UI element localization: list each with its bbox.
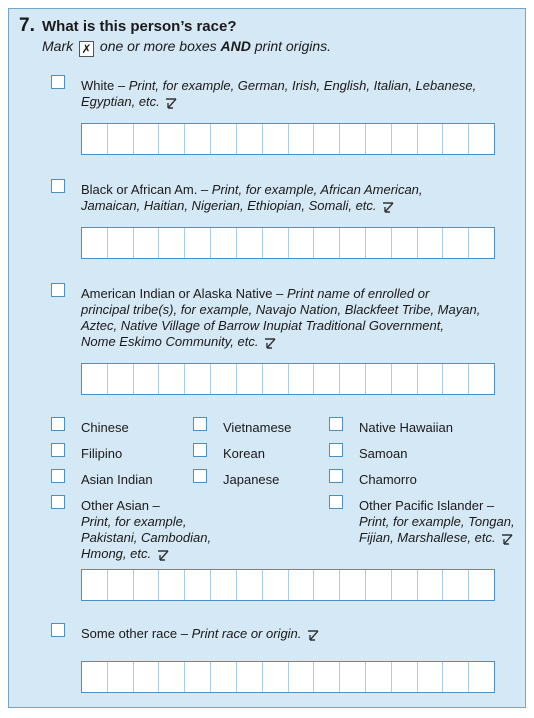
write-in-cell[interactable] xyxy=(134,124,160,154)
question-panel xyxy=(8,8,526,708)
label-aian-hint: Print name of enrolled or principal tribe(s), for example, Navajo Nation, Blackfeet Tribe, Mayan, Aztec, Native Village of Barrow Inupiat Traditional Government, Nome Eskimo Community, etc. xyxy=(81,286,481,349)
write-in-cell[interactable] xyxy=(289,570,315,600)
label-black xyxy=(81,182,481,214)
write-in-cell[interactable] xyxy=(289,662,315,692)
write-in-cell[interactable] xyxy=(469,364,494,394)
checkbox-samoan[interactable] xyxy=(329,443,343,457)
write-in-cell[interactable] xyxy=(211,124,237,154)
write-in-cell[interactable] xyxy=(392,570,418,600)
label-black-hint: Print, for example, African American, Jamaican, Haitian, Nigerian, Ethiopian, Somali, etc. xyxy=(81,182,423,213)
label-other-pacific-islander xyxy=(359,498,519,546)
write-in-cell[interactable] xyxy=(185,364,211,394)
write-in-cell[interactable] xyxy=(314,228,340,258)
write-in-american-indian[interactable] xyxy=(81,363,495,395)
question-instruction xyxy=(42,38,331,57)
label-black-name: Black or African Am. – xyxy=(81,182,209,197)
write-in-cell[interactable] xyxy=(237,124,263,154)
write-in-arrow-icon xyxy=(165,98,177,110)
write-in-cell[interactable] xyxy=(314,570,340,600)
write-in-cell[interactable] xyxy=(211,228,237,258)
write-in-cell[interactable] xyxy=(185,662,211,692)
write-in-cell[interactable] xyxy=(82,124,108,154)
write-in-cell[interactable] xyxy=(314,124,340,154)
write-in-cell[interactable] xyxy=(82,570,108,600)
write-in-cell[interactable] xyxy=(108,662,134,692)
label-some-other-name: Some other race – xyxy=(81,626,188,641)
write-in-arrow-icon xyxy=(382,202,394,214)
write-in-other-asian-pi[interactable] xyxy=(81,569,495,601)
write-in-cell[interactable] xyxy=(418,228,444,258)
write-in-cell[interactable] xyxy=(443,228,469,258)
label-some-other-race xyxy=(81,626,481,642)
checkbox-korean[interactable] xyxy=(193,443,207,457)
write-in-cell[interactable] xyxy=(443,570,469,600)
write-in-cell[interactable] xyxy=(392,364,418,394)
write-in-cell[interactable] xyxy=(108,570,134,600)
label-some-other-hint: Print race or origin. xyxy=(191,626,302,641)
label-japanese: Japanese xyxy=(223,472,280,487)
write-in-cell[interactable] xyxy=(469,228,494,258)
write-in-cell[interactable] xyxy=(366,364,392,394)
write-in-cell[interactable] xyxy=(340,570,366,600)
write-in-cell[interactable] xyxy=(82,662,108,692)
write-in-cell[interactable] xyxy=(237,228,263,258)
write-in-cell[interactable] xyxy=(237,570,263,600)
label-vietnamese: Vietnamese xyxy=(223,420,292,435)
question-number: 7. xyxy=(19,15,35,36)
write-in-cell[interactable] xyxy=(211,364,237,394)
checkbox-american-indian[interactable] xyxy=(51,283,65,297)
write-in-cell[interactable] xyxy=(366,124,392,154)
checkbox-japanese[interactable] xyxy=(193,469,207,483)
checkbox-other-pacific-islander[interactable] xyxy=(329,495,343,509)
write-in-cell[interactable] xyxy=(314,364,340,394)
label-native-hawaiian: Native Hawaiian xyxy=(359,420,453,435)
label-asian-indian: Asian Indian xyxy=(81,472,153,487)
write-in-cell[interactable] xyxy=(159,570,185,600)
write-in-cell[interactable] xyxy=(134,364,160,394)
write-in-cell[interactable] xyxy=(392,124,418,154)
label-other-asian xyxy=(81,498,231,562)
label-samoan: Samoan xyxy=(359,446,408,461)
write-in-cell[interactable] xyxy=(469,662,494,692)
label-other-pi-hint: Print, for example, Tongan, Fijian, Marshallese, etc. xyxy=(359,514,515,545)
write-in-cell[interactable] xyxy=(443,364,469,394)
example-mark-box: ✗ xyxy=(79,41,94,57)
checkbox-native-hawaiian[interactable] xyxy=(329,417,343,431)
write-in-cell[interactable] xyxy=(443,124,469,154)
write-in-cell[interactable] xyxy=(418,364,444,394)
write-in-cell[interactable] xyxy=(134,662,160,692)
write-in-cell[interactable] xyxy=(418,124,444,154)
write-in-cell[interactable] xyxy=(366,570,392,600)
label-korean: Korean xyxy=(223,446,265,461)
write-in-cell[interactable] xyxy=(289,364,315,394)
label-filipino: Filipino xyxy=(81,446,123,461)
write-in-cell[interactable] xyxy=(185,124,211,154)
checkbox-other-asian[interactable] xyxy=(51,495,65,509)
instruction-boxes-text: one or more boxes xyxy=(99,38,217,54)
write-in-cell[interactable] xyxy=(469,124,494,154)
write-in-cell[interactable] xyxy=(211,570,237,600)
write-in-arrow-icon xyxy=(157,550,169,562)
write-in-cell[interactable] xyxy=(134,228,160,258)
write-in-cell[interactable] xyxy=(82,228,108,258)
write-in-cell[interactable] xyxy=(159,228,185,258)
write-in-cell[interactable] xyxy=(263,570,289,600)
write-in-cell[interactable] xyxy=(340,662,366,692)
label-other-asian-hint: Print, for example, Pakistani, Cambodian, Hmong, etc. xyxy=(81,514,212,561)
write-in-cell[interactable] xyxy=(108,124,134,154)
write-in-cell[interactable] xyxy=(469,570,494,600)
write-in-cell[interactable] xyxy=(185,228,211,258)
write-in-cell[interactable] xyxy=(159,124,185,154)
write-in-cell[interactable] xyxy=(263,124,289,154)
write-in-cell[interactable] xyxy=(108,364,134,394)
checkbox-filipino[interactable] xyxy=(51,443,65,457)
instruction-print-text: print origins. xyxy=(254,38,332,54)
checkbox-chamorro[interactable] xyxy=(329,469,343,483)
write-in-white[interactable] xyxy=(81,123,495,155)
write-in-cell[interactable] xyxy=(108,228,134,258)
instruction-and-text: AND xyxy=(220,38,251,54)
checkbox-black[interactable] xyxy=(51,179,65,193)
label-white-hint: Print, for example, German, Irish, English, Italian, Lebanese, Egyptian, etc. xyxy=(81,78,477,109)
write-in-cell[interactable] xyxy=(237,662,263,692)
label-white-name: White – xyxy=(81,78,126,93)
label-chamorro: Chamorro xyxy=(359,472,417,487)
write-in-arrow-icon xyxy=(307,630,319,642)
write-in-cell[interactable] xyxy=(418,662,444,692)
label-other-asian-name: Other Asian – xyxy=(81,498,160,513)
write-in-cell[interactable] xyxy=(340,364,366,394)
checkbox-some-other-race[interactable] xyxy=(51,623,65,637)
instruction-mark-text: Mark xyxy=(42,38,74,54)
write-in-cell[interactable] xyxy=(314,662,340,692)
write-in-cell[interactable] xyxy=(289,228,315,258)
checkbox-chinese[interactable] xyxy=(51,417,65,431)
label-aian-name: American Indian or Alaska Native – xyxy=(81,286,284,301)
write-in-cell[interactable] xyxy=(159,364,185,394)
label-other-pi-name: Other Pacific Islander – xyxy=(359,498,495,513)
write-in-cell[interactable] xyxy=(366,662,392,692)
checkbox-vietnamese[interactable] xyxy=(193,417,207,431)
write-in-cell[interactable] xyxy=(134,570,160,600)
write-in-cell[interactable] xyxy=(443,662,469,692)
write-in-black[interactable] xyxy=(81,227,495,259)
write-in-arrow-icon xyxy=(264,338,276,350)
label-white xyxy=(81,78,481,110)
checkbox-asian-indian[interactable] xyxy=(51,469,65,483)
write-in-cell[interactable] xyxy=(263,662,289,692)
write-in-cell[interactable] xyxy=(289,124,315,154)
write-in-cell[interactable] xyxy=(263,228,289,258)
write-in-cell[interactable] xyxy=(340,124,366,154)
write-in-cell[interactable] xyxy=(392,228,418,258)
write-in-cell[interactable] xyxy=(82,364,108,394)
write-in-cell[interactable] xyxy=(237,364,263,394)
write-in-cell[interactable] xyxy=(392,662,418,692)
write-in-some-other-race[interactable] xyxy=(81,661,495,693)
write-in-arrow-icon xyxy=(501,534,513,546)
label-american-indian xyxy=(81,286,481,350)
write-in-cell[interactable] xyxy=(211,662,237,692)
write-in-cell[interactable] xyxy=(185,570,211,600)
write-in-cell[interactable] xyxy=(159,662,185,692)
write-in-cell[interactable] xyxy=(340,228,366,258)
write-in-cell[interactable] xyxy=(366,228,392,258)
write-in-cell[interactable] xyxy=(263,364,289,394)
checkbox-white[interactable] xyxy=(51,75,65,89)
write-in-cell[interactable] xyxy=(418,570,444,600)
label-chinese: Chinese xyxy=(81,420,129,435)
question-title: What is this person’s race? xyxy=(42,18,237,35)
